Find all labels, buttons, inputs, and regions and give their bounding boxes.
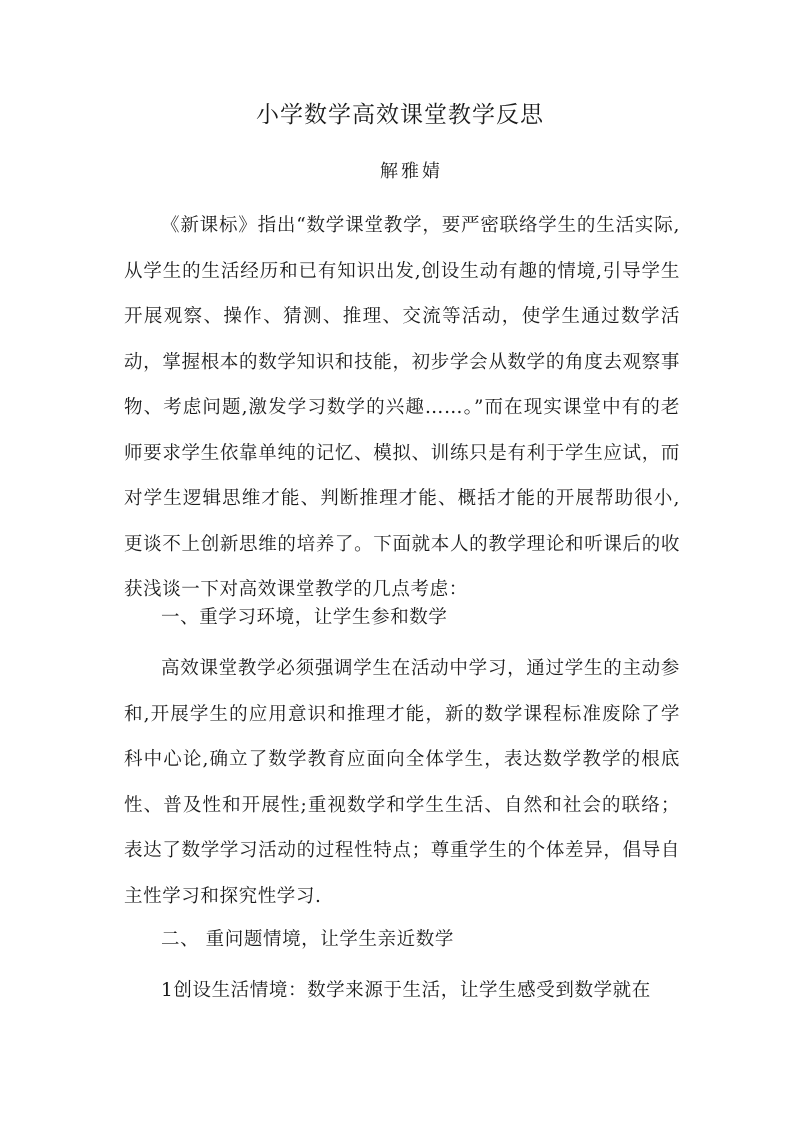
section-1-paragraph: 高效课堂教学必须强调学生在活动中学习，通过学生的主动参和,开展学生的应用意识和推理才能，新的数学课程标准废除了学科中心论,确立了数学教育应面向全体学生，表达数学教学的根底性、普及性和开展性;重视数学和学生生活、自然和社会的联络；表达了数学学习活动的过程性特点；尊重学生的个体差异，倡导自主性学习和探究性学习. — [124, 658, 680, 907]
section-heading-2: 二、 重问题情境，让学生亲近数学 — [161, 929, 454, 950]
document-title: 小学数学高效课堂教学反思 — [256, 102, 544, 128]
document-author: 解雅婧 — [380, 161, 443, 182]
intro-paragraph: 《新课标》指出“数学课堂教学，要严密联络学生的生活实际,从学生的生活经历和已有知识出发,创设生动有趣的情境,引导学生开展观察、操作、猜测、推理、交流等活动，使学生通过数学活动，掌握根本的数学知识和技能，初步学会从数学的角度去观察事物、考虑问题,激发学习数学的兴趣……。”而在现实课堂中有的老师要求学生依靠单纯的记忆、模拟、训练只是有利于学生应试，而对学生逻辑思维才能、判断推理才能、概括才能的开展帮助很小,更谈不上创新思维的培养了。下面就本人的教学理论和听课后的收获浅谈一下对高效课堂教学的几点考虑： — [124, 215, 680, 600]
section-heading-1: 一、重学习环境，让学生参和数学 — [161, 607, 448, 628]
section-2-paragraph: 1创设生活情境：数学来源于生活，让学生感受到数学就在 — [161, 980, 651, 1001]
